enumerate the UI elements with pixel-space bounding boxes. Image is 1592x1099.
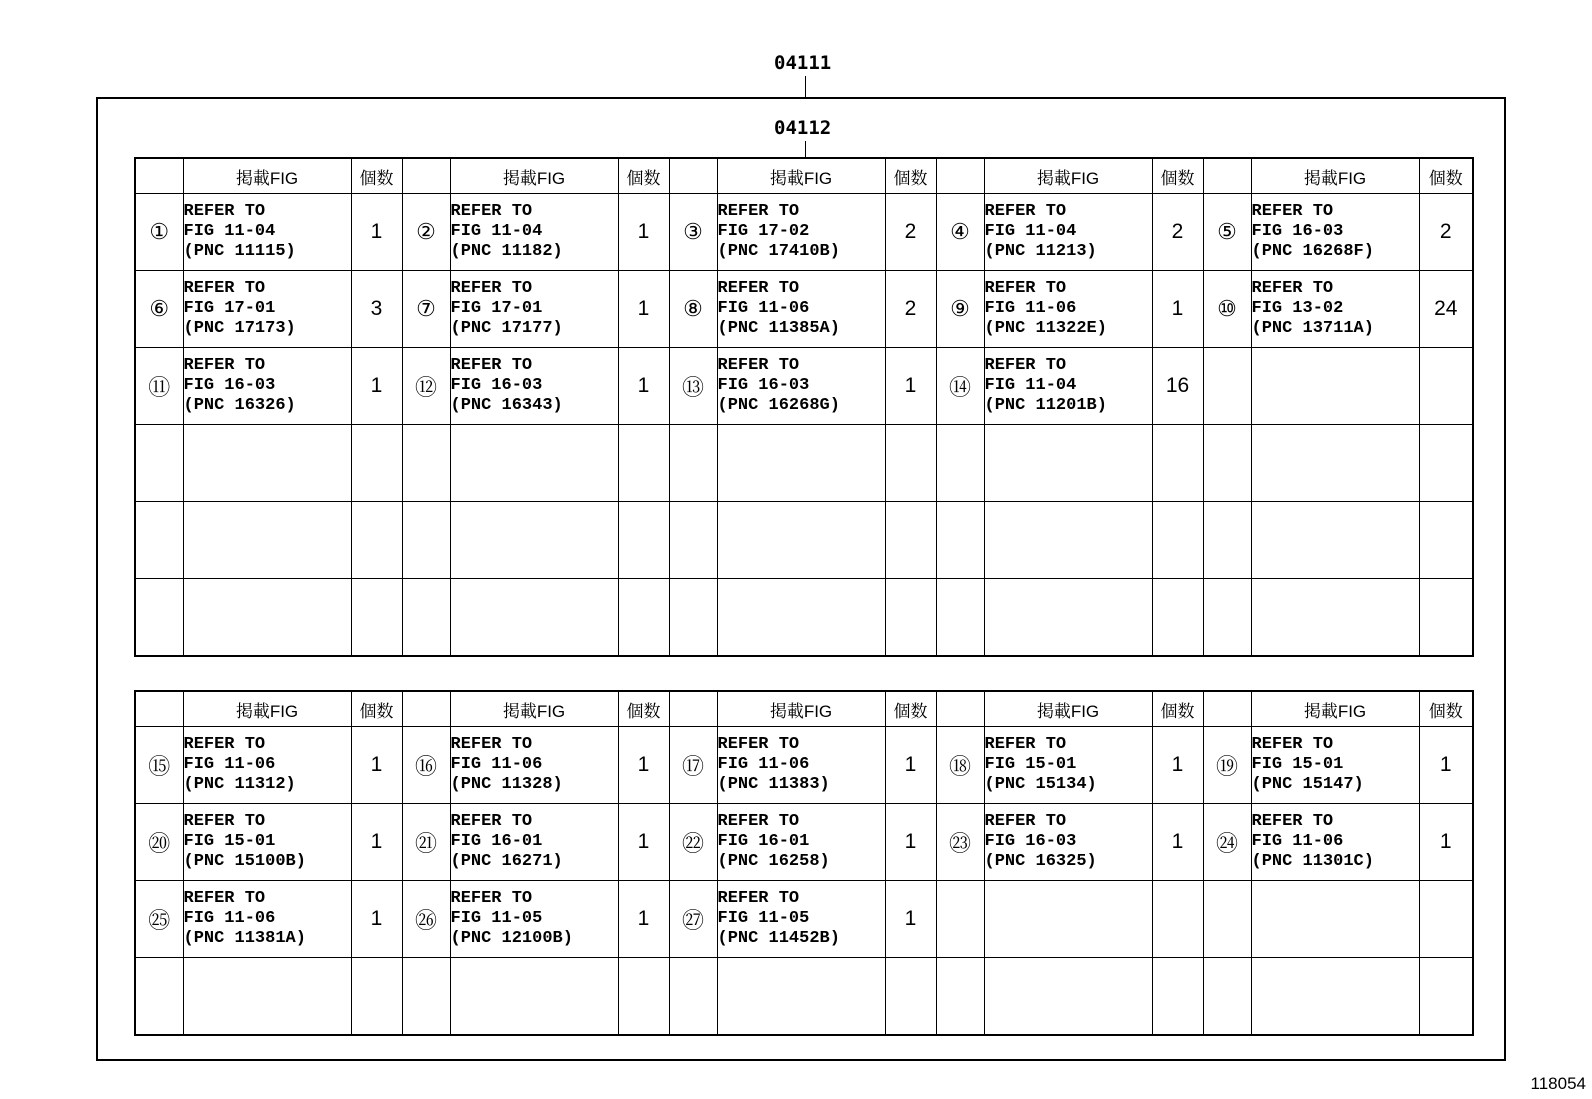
fig-reference-cell [717, 881, 885, 958]
table-row [135, 425, 1473, 502]
header-number-cell [402, 691, 450, 727]
ref-number-cell: ① [135, 194, 183, 271]
fig-reference-cell [717, 271, 885, 348]
quantity-cell: 2 [885, 271, 936, 348]
fig-reference-line: (PNC 16271) [450, 852, 563, 871]
ref-number-cell: ㉒ [669, 804, 717, 881]
ref-number-cell [402, 958, 450, 1036]
ref-number-cell [1203, 502, 1251, 579]
fig-reference-line: REFER TO [984, 735, 1067, 754]
fig-reference-line: FIG 11-06 [183, 755, 276, 774]
header-fig-cell: 掲載FIG [183, 691, 351, 727]
quantity-cell: 1 [351, 727, 402, 804]
quantity-cell [1152, 425, 1203, 502]
fig-reference-line: FIG 11-05 [450, 909, 543, 928]
fig-reference-cell [717, 958, 885, 1036]
quantity-cell [618, 958, 669, 1036]
ref-number-cell: ⑭ [936, 348, 984, 425]
ref-number-cell [1203, 958, 1251, 1036]
fig-reference-line: REFER TO [717, 279, 800, 298]
fig-reference-line: (PNC 11452B) [717, 929, 840, 948]
quantity-cell: 1 [885, 727, 936, 804]
header-qty-cell: 個数 [618, 158, 669, 194]
header-fig-cell: 掲載FIG [450, 691, 618, 727]
header-fig-cell: 掲載FIG [984, 158, 1152, 194]
fig-reference-line: REFER TO [183, 279, 266, 298]
fig-reference-cell [183, 271, 351, 348]
fig-reference-cell [984, 194, 1152, 271]
fig-reference-line: REFER TO [450, 202, 533, 221]
fig-reference-line: FIG 16-03 [717, 376, 810, 395]
fig-reference-cell [717, 348, 885, 425]
fig-reference-line: REFER TO [717, 735, 800, 754]
fig-reference-cell [1251, 348, 1419, 425]
fig-reference-line: (PNC 15147) [1251, 775, 1364, 794]
fig-reference-cell [984, 271, 1152, 348]
fig-reference-cell [984, 502, 1152, 579]
outer-assembly-label: 04111 [774, 52, 832, 74]
header-number-cell [669, 158, 717, 194]
fig-reference-cell [183, 502, 351, 579]
fig-reference-line: FIG 11-04 [984, 222, 1077, 241]
table-row [135, 881, 1473, 958]
header-number-cell [135, 691, 183, 727]
ref-number-cell: ㉓ [936, 804, 984, 881]
fig-reference-line: (PNC 11328) [450, 775, 563, 794]
header-number-cell [402, 158, 450, 194]
quantity-cell [618, 502, 669, 579]
ref-number-cell [135, 502, 183, 579]
fig-reference-cell [717, 579, 885, 657]
table-row [135, 727, 1473, 804]
quantity-cell: 1 [885, 804, 936, 881]
ref-number-cell [936, 958, 984, 1036]
fig-reference-line: REFER TO [1251, 279, 1334, 298]
fig-reference-cell [183, 881, 351, 958]
ref-number-cell: ⑧ [669, 271, 717, 348]
fig-reference-cell [1251, 881, 1419, 958]
header-fig-cell: 掲載FIG [450, 158, 618, 194]
header-qty-cell: 個数 [618, 691, 669, 727]
quantity-cell: 1 [618, 727, 669, 804]
ref-number-cell [669, 425, 717, 502]
quantity-cell: 1 [618, 881, 669, 958]
fig-reference-line: (PNC 11322E) [984, 319, 1107, 338]
quantity-cell [1419, 502, 1473, 579]
fig-reference-line: FIG 16-03 [183, 376, 276, 395]
inner-assembly-label: 04112 [774, 117, 832, 139]
table-row [135, 348, 1473, 425]
fig-reference-cell [450, 804, 618, 881]
quantity-cell [618, 579, 669, 657]
quantity-cell: 16 [1152, 348, 1203, 425]
fig-reference-cell [450, 502, 618, 579]
ref-number-cell [135, 425, 183, 502]
ref-number-cell [402, 425, 450, 502]
fig-reference-cell [717, 502, 885, 579]
fig-reference-line: FIG 11-06 [450, 755, 543, 774]
quantity-cell [351, 425, 402, 502]
header-qty-cell: 個数 [1419, 691, 1473, 727]
quantity-cell: 1 [618, 194, 669, 271]
fig-reference-cell [1251, 727, 1419, 804]
ref-number-cell: ㉗ [669, 881, 717, 958]
quantity-cell [885, 425, 936, 502]
ref-number-cell: ④ [936, 194, 984, 271]
fig-reference-cell [450, 425, 618, 502]
quantity-cell [1152, 881, 1203, 958]
header-number-cell [1203, 691, 1251, 727]
quantity-cell [885, 502, 936, 579]
fig-reference-line: FIG 16-01 [717, 832, 810, 851]
fig-reference-line: (PNC 16326) [183, 396, 296, 415]
quantity-cell: 1 [351, 804, 402, 881]
fig-reference-cell [1251, 271, 1419, 348]
quantity-cell: 1 [351, 348, 402, 425]
fig-reference-cell [1251, 579, 1419, 657]
fig-reference-line: FIG 11-06 [1251, 832, 1344, 851]
fig-reference-line: (PNC 16268F) [1251, 242, 1374, 261]
parts-table-2 [134, 690, 1474, 1036]
header-qty-cell: 個数 [351, 158, 402, 194]
fig-reference-line: (PNC 11385A) [717, 319, 840, 338]
fig-reference-line: FIG 16-03 [1251, 222, 1344, 241]
quantity-cell: 1 [618, 271, 669, 348]
fig-reference-line: FIG 15-01 [984, 755, 1077, 774]
ref-number-cell [135, 579, 183, 657]
fig-reference-line: FIG 11-05 [717, 909, 810, 928]
fig-reference-line: REFER TO [450, 356, 533, 375]
fig-reference-cell [984, 348, 1152, 425]
ref-number-cell: ② [402, 194, 450, 271]
fig-reference-line: FIG 16-03 [984, 832, 1077, 851]
outer-label-leader [805, 76, 806, 97]
fig-reference-line: FIG 11-06 [984, 299, 1077, 318]
ref-number-cell [402, 579, 450, 657]
fig-reference-line: REFER TO [183, 735, 266, 754]
quantity-cell: 1 [351, 881, 402, 958]
ref-number-cell [1203, 348, 1251, 425]
fig-reference-line: (PNC 11301C) [1251, 852, 1374, 871]
table-row [135, 579, 1473, 657]
fig-reference-cell [183, 958, 351, 1036]
fig-reference-cell [450, 579, 618, 657]
fig-reference-line: (PNC 11312) [183, 775, 296, 794]
quantity-cell: 1 [1152, 727, 1203, 804]
ref-number-cell: ⑥ [135, 271, 183, 348]
ref-number-cell: ⑤ [1203, 194, 1251, 271]
fig-reference-line: (PNC 16268G) [717, 396, 840, 415]
ref-number-cell [1203, 579, 1251, 657]
fig-reference-line: (PNC 11182) [450, 242, 563, 261]
quantity-cell: 1 [1152, 271, 1203, 348]
ref-number-cell: ⑮ [135, 727, 183, 804]
fig-reference-line: FIG 11-06 [183, 909, 276, 928]
ref-number-cell [135, 958, 183, 1036]
fig-reference-cell [717, 727, 885, 804]
ref-number-cell: ⑬ [669, 348, 717, 425]
ref-number-cell: ⑦ [402, 271, 450, 348]
fig-reference-line: (PNC 15100B) [183, 852, 306, 871]
quantity-cell [1152, 958, 1203, 1036]
ref-number-cell: ⑲ [1203, 727, 1251, 804]
ref-number-cell [936, 881, 984, 958]
fig-reference-cell [1251, 194, 1419, 271]
ref-number-cell: ㉔ [1203, 804, 1251, 881]
quantity-cell [1419, 348, 1473, 425]
quantity-cell [1419, 958, 1473, 1036]
fig-reference-line: FIG 11-04 [183, 222, 276, 241]
table-header-row [135, 691, 1473, 727]
header-number-cell [1203, 158, 1251, 194]
table-row [135, 804, 1473, 881]
fig-reference-line: REFER TO [183, 202, 266, 221]
fig-reference-cell [984, 881, 1152, 958]
inner-label-leader [805, 141, 806, 158]
fig-reference-cell [1251, 502, 1419, 579]
fig-reference-line: REFER TO [984, 279, 1067, 298]
fig-reference-cell [183, 727, 351, 804]
header-fig-cell: 掲載FIG [1251, 691, 1419, 727]
ref-number-cell: ㉖ [402, 881, 450, 958]
header-number-cell [669, 691, 717, 727]
header-number-cell [936, 158, 984, 194]
fig-reference-cell [450, 348, 618, 425]
quantity-cell [1419, 881, 1473, 958]
fig-reference-line: FIG 11-06 [717, 299, 810, 318]
header-qty-cell: 個数 [885, 691, 936, 727]
fig-reference-line: REFER TO [717, 356, 800, 375]
fig-reference-cell [183, 804, 351, 881]
ref-number-cell [669, 579, 717, 657]
ref-number-cell: ⑱ [936, 727, 984, 804]
fig-reference-line: FIG 16-01 [450, 832, 543, 851]
fig-reference-cell [183, 348, 351, 425]
fig-reference-line: (PNC 11115) [183, 242, 296, 261]
fig-reference-line: (PNC 16258) [717, 852, 830, 871]
fig-reference-line: REFER TO [717, 889, 800, 908]
fig-reference-line: (PNC 15134) [984, 775, 1097, 794]
fig-reference-line: FIG 15-01 [183, 832, 276, 851]
quantity-cell [885, 958, 936, 1036]
ref-number-cell [936, 579, 984, 657]
fig-reference-line: REFER TO [183, 889, 266, 908]
fig-reference-line: FIG 11-06 [717, 755, 810, 774]
fig-reference-cell [1251, 804, 1419, 881]
fig-reference-line: (PNC 11201B) [984, 396, 1107, 415]
ref-number-cell: ③ [669, 194, 717, 271]
quantity-cell: 1 [618, 348, 669, 425]
fig-reference-line: (PNC 11213) [984, 242, 1097, 261]
quantity-cell [1419, 425, 1473, 502]
fig-reference-cell [984, 958, 1152, 1036]
ref-number-cell [402, 502, 450, 579]
quantity-cell: 1 [618, 804, 669, 881]
header-fig-cell: 掲載FIG [984, 691, 1152, 727]
fig-reference-line: FIG 16-03 [450, 376, 543, 395]
fig-reference-line: (PNC 16325) [984, 852, 1097, 871]
fig-reference-line: REFER TO [450, 735, 533, 754]
fig-reference-line: REFER TO [1251, 735, 1334, 754]
ref-number-cell [936, 425, 984, 502]
ref-number-cell [1203, 881, 1251, 958]
fig-reference-line: REFER TO [450, 812, 533, 831]
ref-number-cell: ⑰ [669, 727, 717, 804]
fig-reference-line: REFER TO [183, 356, 266, 375]
ref-number-cell: ⑪ [135, 348, 183, 425]
fig-reference-cell [450, 958, 618, 1036]
quantity-cell: 1 [1152, 804, 1203, 881]
fig-reference-line: (PNC 17177) [450, 319, 563, 338]
fig-reference-line: REFER TO [450, 279, 533, 298]
fig-reference-line: FIG 11-04 [984, 376, 1077, 395]
table-row [135, 502, 1473, 579]
quantity-cell: 2 [1152, 194, 1203, 271]
figure-code: 118054 [1530, 1074, 1586, 1093]
quantity-cell [351, 579, 402, 657]
header-qty-cell: 個数 [1419, 158, 1473, 194]
fig-reference-line: FIG 17-02 [717, 222, 810, 241]
fig-reference-line: FIG 13-02 [1251, 299, 1344, 318]
table-row [135, 194, 1473, 271]
fig-reference-line: REFER TO [450, 889, 533, 908]
fig-reference-cell [1251, 958, 1419, 1036]
fig-reference-line: (PNC 11383) [717, 775, 830, 794]
header-number-cell [936, 691, 984, 727]
fig-reference-cell [717, 425, 885, 502]
fig-reference-line: (PNC 13711A) [1251, 319, 1374, 338]
quantity-cell: 2 [885, 194, 936, 271]
fig-reference-cell [450, 194, 618, 271]
quantity-cell [1152, 579, 1203, 657]
fig-reference-line: REFER TO [717, 812, 800, 831]
fig-reference-cell [717, 804, 885, 881]
table-row [135, 958, 1473, 1036]
fig-reference-cell [717, 194, 885, 271]
parts-table-1 [134, 157, 1474, 657]
fig-reference-cell [984, 425, 1152, 502]
quantity-cell: 3 [351, 271, 402, 348]
fig-reference-line: REFER TO [717, 202, 800, 221]
header-qty-cell: 個数 [1152, 691, 1203, 727]
ref-number-cell [1203, 425, 1251, 502]
fig-reference-cell [450, 881, 618, 958]
fig-reference-cell [183, 425, 351, 502]
header-number-cell [135, 158, 183, 194]
fig-reference-cell [183, 579, 351, 657]
fig-reference-line: REFER TO [984, 356, 1067, 375]
table-row [135, 271, 1473, 348]
table-header-row [135, 158, 1473, 194]
fig-reference-line: FIG 11-04 [450, 222, 543, 241]
fig-reference-line: REFER TO [183, 812, 266, 831]
quantity-cell [351, 502, 402, 579]
fig-reference-cell [183, 194, 351, 271]
header-fig-cell: 掲載FIG [717, 158, 885, 194]
header-fig-cell: 掲載FIG [183, 158, 351, 194]
fig-reference-line: REFER TO [984, 202, 1067, 221]
fig-reference-cell [450, 727, 618, 804]
ref-number-cell [669, 958, 717, 1036]
quantity-cell [618, 425, 669, 502]
quantity-cell: 1 [885, 348, 936, 425]
quantity-cell [1419, 579, 1473, 657]
quantity-cell: 1 [1419, 727, 1473, 804]
ref-number-cell [669, 502, 717, 579]
fig-reference-cell [984, 727, 1152, 804]
fig-reference-cell [450, 271, 618, 348]
fig-reference-line: (PNC 11381A) [183, 929, 306, 948]
fig-reference-cell [1251, 425, 1419, 502]
ref-number-cell: ㉑ [402, 804, 450, 881]
fig-reference-line: REFER TO [1251, 202, 1334, 221]
fig-reference-line: FIG 15-01 [1251, 755, 1344, 774]
quantity-cell [1152, 502, 1203, 579]
fig-reference-line: FIG 17-01 [450, 299, 543, 318]
fig-reference-cell [984, 579, 1152, 657]
fig-reference-line: REFER TO [984, 812, 1067, 831]
fig-reference-line: FIG 17-01 [183, 299, 276, 318]
ref-number-cell: ⑳ [135, 804, 183, 881]
ref-number-cell: ⑨ [936, 271, 984, 348]
ref-number-cell: ⑩ [1203, 271, 1251, 348]
quantity-cell: 1 [351, 194, 402, 271]
fig-reference-line: (PNC 17173) [183, 319, 296, 338]
quantity-cell [885, 579, 936, 657]
header-fig-cell: 掲載FIG [717, 691, 885, 727]
quantity-cell: 2 [1419, 194, 1473, 271]
ref-number-cell: ⑯ [402, 727, 450, 804]
header-qty-cell: 個数 [351, 691, 402, 727]
fig-reference-line: (PNC 17410B) [717, 242, 840, 261]
quantity-cell: 1 [885, 881, 936, 958]
fig-reference-line: (PNC 16343) [450, 396, 563, 415]
fig-reference-line: REFER TO [1251, 812, 1334, 831]
header-qty-cell: 個数 [1152, 158, 1203, 194]
ref-number-cell: ㉕ [135, 881, 183, 958]
header-qty-cell: 個数 [885, 158, 936, 194]
quantity-cell: 24 [1419, 271, 1473, 348]
ref-number-cell: ⑫ [402, 348, 450, 425]
header-fig-cell: 掲載FIG [1251, 158, 1419, 194]
quantity-cell [351, 958, 402, 1036]
fig-reference-line: (PNC 12100B) [450, 929, 573, 948]
quantity-cell: 1 [1419, 804, 1473, 881]
fig-reference-cell [984, 804, 1152, 881]
ref-number-cell [936, 502, 984, 579]
